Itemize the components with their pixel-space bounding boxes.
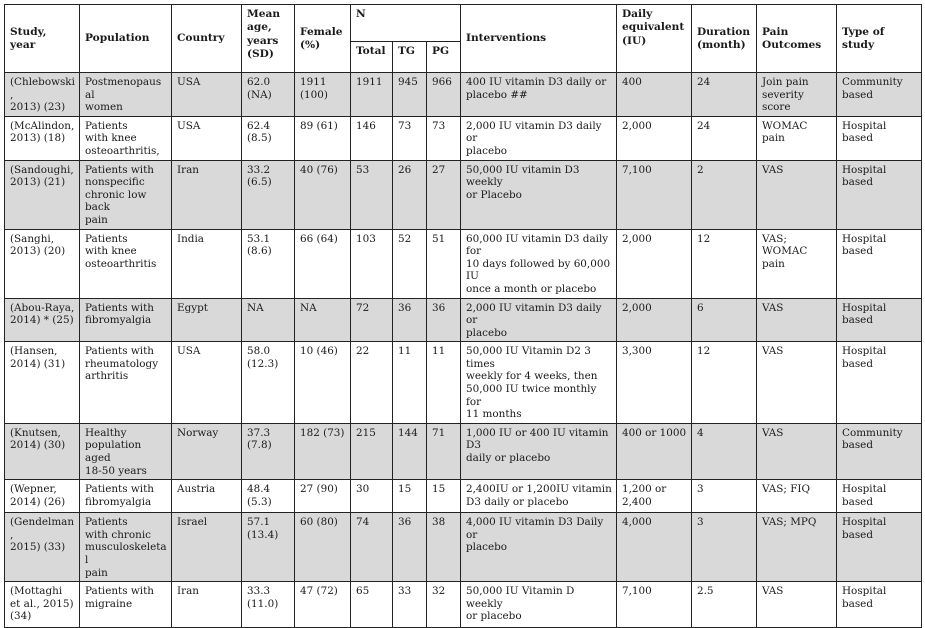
cell-pain-outcomes: VAS; MPQ [757,513,837,582]
cell-study: (Sandoughi, 2013) (21) [5,160,80,229]
cell-age: 37.3 (7.8) [242,423,295,479]
cell-tg: 52 [393,229,427,298]
table-row [5,298,922,342]
header-study: Study, year [5,5,80,73]
cell-type-of-study: Community based [837,423,922,479]
cell-total: 103 [351,229,393,298]
cell-population: Patients with fibromyalgia [80,480,172,513]
cell-total: 65 [351,582,393,628]
cell-female: 10 (46) [295,342,351,424]
cell-country: USA [172,342,242,424]
cell-daily-equivalent: 2,000 [617,298,692,342]
cell-total: 215 [351,423,393,479]
cell-interventions: 50,000 IU Vitamin D weekly or placebo [461,582,617,628]
cell-pg: 15 [427,480,461,513]
cell-age: NA [242,298,295,342]
header-pg: PG [427,42,461,73]
cell-female: 1911 (100) [295,73,351,117]
cell-type-of-study: Hospital based [837,480,922,513]
cell-pg: 36 [427,298,461,342]
cell-total: 74 [351,513,393,582]
cell-type-of-study: Community based [837,73,922,117]
header-tg: TG [393,42,427,73]
table-row [5,480,922,513]
cell-population: Patients with nonspecific chronic low back pain [80,160,172,229]
cell-tg: 11 [393,342,427,424]
cell-duration: 3 [692,480,757,513]
cell-country: Iran [172,582,242,628]
cell-study: (Hansen, 2014) (31) [5,342,80,424]
cell-daily-equivalent: 400 or 1000 [617,423,692,479]
table-row [5,342,922,424]
cell-population: Patients with knee osteoarthritis [80,229,172,298]
cell-country: Iran [172,160,242,229]
cell-pain-outcomes: VAS [757,423,837,479]
cell-female: NA [295,298,351,342]
table-row [5,513,922,582]
cell-daily-equivalent: 2,000 [617,229,692,298]
cell-population: Patients with fibromyalgia [80,298,172,342]
cell-pain-outcomes: VAS [757,298,837,342]
cell-country: India [172,229,242,298]
cell-tg: 144 [393,423,427,479]
table-row [5,582,922,628]
cell-daily-equivalent: 3,300 [617,342,692,424]
cell-interventions: 60,000 IU vitamin D3 daily for 10 days followed by 60,000 IU once a month or placebo [461,229,617,298]
cell-female: 66 (64) [295,229,351,298]
cell-population: Healthy population aged 18-50 years [80,423,172,479]
cell-country: Egypt [172,298,242,342]
cell-type-of-study: Hospital based [837,160,922,229]
cell-country: USA [172,116,242,160]
cell-female: 40 (76) [295,160,351,229]
cell-type-of-study: Hospital based [837,116,922,160]
cell-pain-outcomes: VAS [757,342,837,424]
header-pain-outcomes: Pain Outcomes [757,5,837,73]
cell-study: (Wepner, 2014) (26) [5,480,80,513]
table-row [5,73,922,117]
table-container [4,4,921,628]
cell-type-of-study: Hospital based [837,342,922,424]
cell-pain-outcomes: VAS [757,582,837,628]
cell-daily-equivalent: 4,000 [617,513,692,582]
cell-study: (McAlindon, 2013) (18) [5,116,80,160]
cell-interventions: 2,400IU or 1,200IU vitamin D3 daily or placebo [461,480,617,513]
cell-daily-equivalent: 400 [617,73,692,117]
cell-duration: 24 [692,116,757,160]
cell-female: 182 (73) [295,423,351,479]
header-age: Mean age, years (SD) [242,5,295,73]
cell-age: 48.4 (5.3) [242,480,295,513]
cell-pg: 51 [427,229,461,298]
cell-study: (Abou-Raya, 2014) * (25) [5,298,80,342]
cell-study: (Gendelman, 2015) (33) [5,513,80,582]
cell-daily-equivalent: 7,100 [617,160,692,229]
cell-total: 30 [351,480,393,513]
cell-type-of-study: Hospital based [837,229,922,298]
cell-age: 57.1 (13.4) [242,513,295,582]
cell-age: 58.0 (12.3) [242,342,295,424]
cell-age: 53.1 (8.6) [242,229,295,298]
cell-country: Israel [172,513,242,582]
header-total: Total [351,42,393,73]
header-population: Population [80,5,172,73]
header-type-of-study: Type of study [837,5,922,73]
cell-study: (Chlebowski, 2013) (23) [5,73,80,117]
cell-total: 53 [351,160,393,229]
cell-study: (Sanghi, 2013) (20) [5,229,80,298]
cell-duration: 6 [692,298,757,342]
cell-type-of-study: Hospital based [837,582,922,628]
cell-pg: 11 [427,342,461,424]
cell-population: Patients with rheumatology arthritis [80,342,172,424]
table-row [5,423,922,479]
header-daily-equivalent: Daily equivalent (IU) [617,5,692,73]
header-duration: Duration (month) [692,5,757,73]
cell-tg: 36 [393,298,427,342]
cell-pg: 32 [427,582,461,628]
table-header [5,5,922,73]
cell-interventions: 1,000 IU or 400 IU vitamin D3 daily or placebo [461,423,617,479]
cell-pain-outcomes: VAS; FIQ [757,480,837,513]
cell-tg: 26 [393,160,427,229]
cell-age: 33.2 (6.5) [242,160,295,229]
table-row [5,116,922,160]
cell-interventions: 4,000 IU vitamin D3 Daily or placebo [461,513,617,582]
cell-pain-outcomes: VAS [757,160,837,229]
header-female: Female (%) [295,5,351,73]
cell-tg: 15 [393,480,427,513]
cell-interventions: 2,000 IU vitamin D3 daily or placebo [461,116,617,160]
cell-pg: 966 [427,73,461,117]
cell-total: 1911 [351,73,393,117]
cell-pg: 73 [427,116,461,160]
cell-interventions: 2,000 IU vitamin D3 daily or placebo [461,298,617,342]
cell-interventions: 50,000 IU Vitamin D2 3 times weekly for 4 weeks, then 50,000 IU twice monthly for 11 months [461,342,617,424]
cell-female: 47 (72) [295,582,351,628]
cell-pain-outcomes: WOMAC pain [757,116,837,160]
table-row [5,160,922,229]
cell-country: Austria [172,480,242,513]
cell-population: Patients with knee osteoarthritis, [80,116,172,160]
cell-duration: 2.5 [692,582,757,628]
cell-daily-equivalent: 1,200 or 2,400 [617,480,692,513]
cell-daily-equivalent: 7,100 [617,582,692,628]
cell-duration: 3 [692,513,757,582]
cell-total: 72 [351,298,393,342]
cell-total: 22 [351,342,393,424]
cell-female: 27 (90) [295,480,351,513]
cell-pg: 38 [427,513,461,582]
cell-duration: 12 [692,342,757,424]
cell-age: 62.0 (NA) [242,73,295,117]
study-characteristics-table [4,4,922,628]
cell-interventions: 50,000 IU vitamin D3 weekly or Placebo [461,160,617,229]
cell-tg: 36 [393,513,427,582]
cell-interventions: 400 IU vitamin D3 daily or placebo ## [461,73,617,117]
cell-tg: 73 [393,116,427,160]
cell-study: (Mottaghi et al., 2015) (34) [5,582,80,628]
cell-total: 146 [351,116,393,160]
cell-country: Norway [172,423,242,479]
cell-pain-outcomes: Join pain severity score [757,73,837,117]
table-row [5,229,922,298]
cell-tg: 945 [393,73,427,117]
header-country: Country [172,5,242,73]
cell-female: 60 (80) [295,513,351,582]
header-n: N [351,5,461,42]
table-body [5,73,922,628]
cell-population: Postmenopausal women [80,73,172,117]
cell-study: (Knutsen, 2014) (30) [5,423,80,479]
cell-age: 62.4 (8.5) [242,116,295,160]
cell-duration: 2 [692,160,757,229]
cell-age: 33.3 (11.0) [242,582,295,628]
cell-tg: 33 [393,582,427,628]
cell-pain-outcomes: VAS; WOMAC pain [757,229,837,298]
cell-type-of-study: Hospital based [837,513,922,582]
cell-population: Patients with migraine [80,582,172,628]
cell-population: Patients with chronic musculoskeletal pain [80,513,172,582]
cell-country: USA [172,73,242,117]
cell-duration: 12 [692,229,757,298]
cell-type-of-study: Hospital based [837,298,922,342]
cell-daily-equivalent: 2,000 [617,116,692,160]
cell-duration: 24 [692,73,757,117]
cell-female: 89 (61) [295,116,351,160]
header-interventions: Interventions [461,5,617,73]
cell-duration: 4 [692,423,757,479]
cell-pg: 27 [427,160,461,229]
cell-pg: 71 [427,423,461,479]
